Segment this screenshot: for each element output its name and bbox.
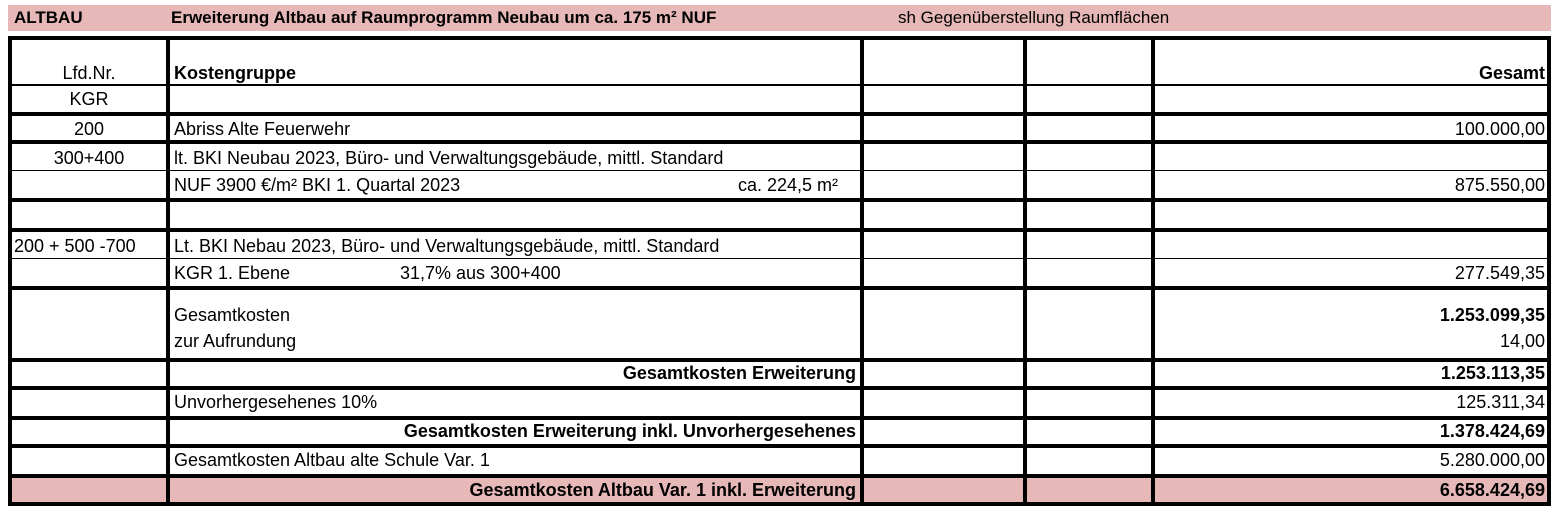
banner-title: Erweiterung Altbau auf Raumprogramm Neubau um ca. 175 m² NUF — [171, 8, 717, 27]
final-label: Gesamtkosten Altbau Var. 1 inkl. Erweiterung — [469, 480, 856, 500]
gesamtkosten-value: 1.253.099,35 — [1439, 305, 1545, 325]
aufrundung-label: zur Aufrundung — [174, 331, 297, 351]
row-extra: 31,7% aus 300+400 — [400, 263, 561, 283]
final-value: 6.658.424,69 — [1439, 480, 1545, 500]
unvorhergesehen-value: 125.311,34 — [1456, 392, 1545, 412]
row-text: KGR 1. Ebene — [174, 263, 291, 283]
row-value: 875.550,00 — [1454, 175, 1545, 195]
section-label: ALTBAU — [14, 8, 83, 27]
row-extra: ca. 224,5 m² — [738, 175, 839, 195]
row-text: NUF 3900 €/m² BKI 1. Quartal 2023 — [174, 175, 461, 195]
header-kostengruppe: Kostengruppe — [174, 63, 297, 83]
row-nr: 200 + 500 -700 — [14, 236, 136, 256]
row-text: Abriss Alte Feuerwehr — [174, 119, 351, 139]
aufrundung-value: 14,00 — [1499, 331, 1545, 351]
altbau-value: 5.280.000,00 — [1439, 450, 1545, 470]
erweiterung-value: 1.253.113,35 — [1440, 363, 1545, 383]
header-lfd-nr: Lfd.Nr. — [62, 63, 116, 83]
row-value: 100.000,00 — [1454, 119, 1545, 139]
gesamtkosten-label: Gesamtkosten — [174, 305, 291, 325]
erweiterung-label: Gesamtkosten Erweiterung — [622, 363, 856, 383]
row-text: lt. BKI Neubau 2023, Büro- und Verwaltungsgebäude, mittl. Standard — [174, 148, 724, 168]
row-nr: 300+400 — [53, 148, 125, 168]
altbau-label: Gesamtkosten Altbau alte Schule Var. 1 — [174, 450, 490, 470]
row-text: Lt. BKI Nebau 2023, Büro- und Verwaltungsgebäude, mittl. Standard — [174, 236, 720, 256]
row-value: 277.549,35 — [1454, 263, 1545, 283]
banner-reference: sh Gegenüberstellung Raumflächen — [898, 8, 1170, 27]
cost-table — [8, 36, 1551, 506]
unvorhergesehen-label: Unvorhergesehenes 10% — [174, 392, 378, 412]
row-nr: 200 — [73, 119, 105, 139]
header-kgr: KGR — [69, 89, 109, 109]
header-gesamt: Gesamt — [1478, 63, 1545, 83]
inkl-value: 1.378.424,69 — [1439, 421, 1545, 441]
inkl-label: Gesamtkosten Erweiterung inkl. Unvorhergesehenes — [403, 421, 856, 441]
title-banner — [8, 5, 1551, 31]
